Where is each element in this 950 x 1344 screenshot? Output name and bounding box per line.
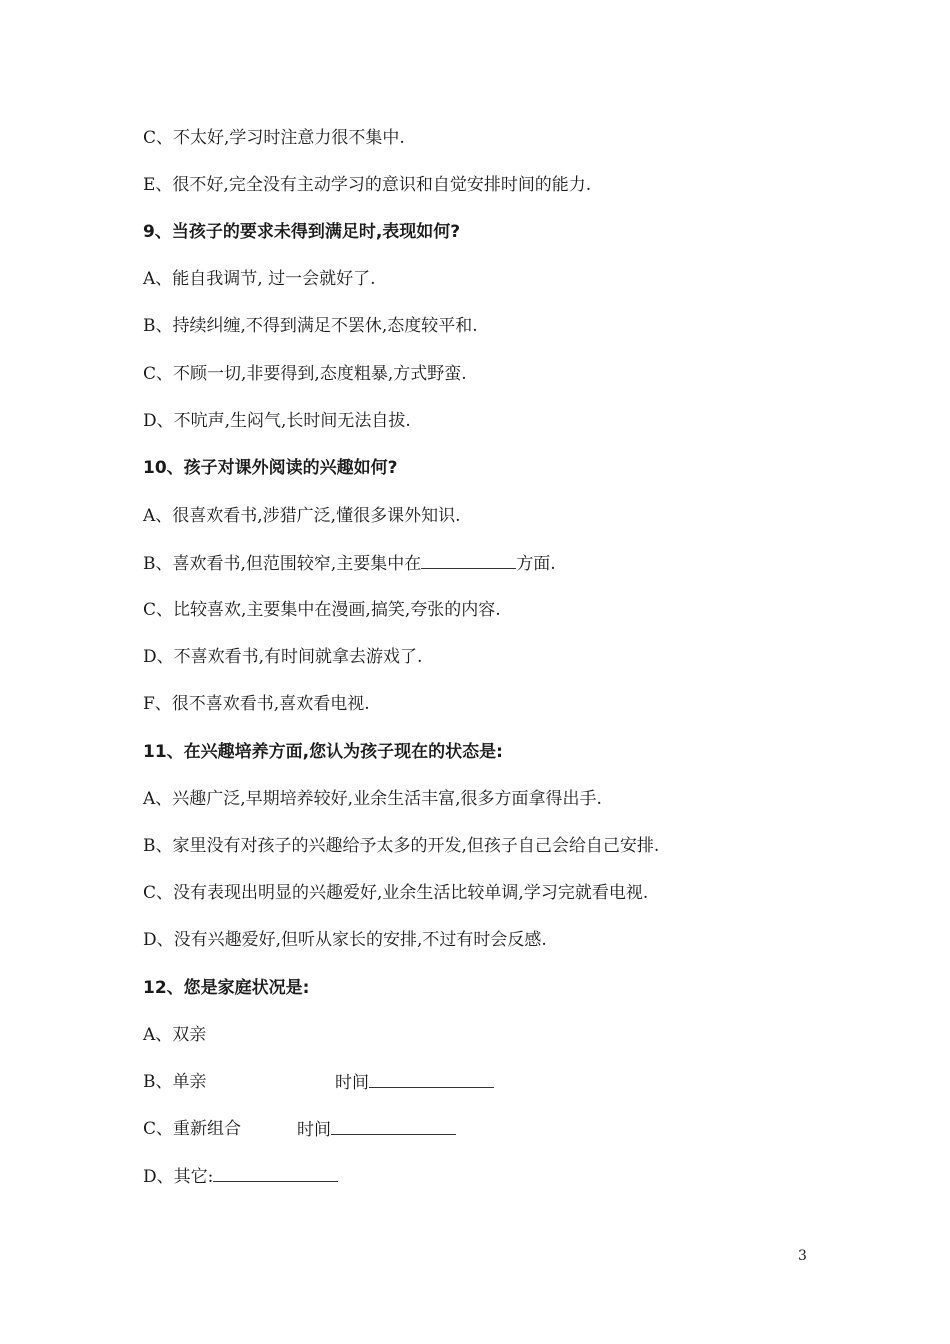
- reading-topic-blank[interactable]: [421, 552, 516, 569]
- question-11-option-b: B、家里没有对孩子的兴趣给予太多的开发,但孩子自己会给自己安排.: [143, 836, 660, 856]
- question-12-option-c-label: C、重新组合: [143, 1119, 242, 1139]
- question-12-option-b-time: [335, 1071, 494, 1094]
- question-12-option-b-label: B、单亲: [143, 1072, 207, 1092]
- time-label: 时间: [297, 1120, 331, 1140]
- single-parent-time-blank[interactable]: [369, 1071, 494, 1088]
- question-11: 11、在兴趣培养方面,您认为孩子现在的状态是:: [143, 742, 503, 762]
- remarried-time-blank[interactable]: [331, 1118, 456, 1135]
- question-12-option-a: A、双亲: [143, 1025, 207, 1045]
- question-11-option-a: A、兴趣广泛,早期培养较好,业余生活丰富,很多方面拿得出手.: [143, 789, 602, 809]
- question-11-option-d: D、没有兴趣爱好,但听从家长的安排,不过有时会反感.: [143, 930, 547, 950]
- question-9-option-a: A、能自我调节, 过一会就好了.: [143, 269, 376, 289]
- question-9: 9、当孩子的要求未得到满足时,表现如何?: [143, 222, 461, 242]
- other-status-blank[interactable]: [213, 1165, 338, 1182]
- question-10-option-f: F、很不喜欢看书,喜欢看电视.: [143, 694, 370, 714]
- question-12-option-d: [143, 1165, 338, 1188]
- question-9-option-d: D、不吭声,生闷气,长时间无法自拔.: [143, 411, 411, 431]
- question-9-option-b: B、持续纠缠,不得到满足不罢休,态度较平和.: [143, 316, 478, 336]
- question-12-option-c-time: [297, 1118, 456, 1141]
- question-11-option-c: C、没有表现出明显的兴趣爱好,业余生活比较单调,学习完就看电视.: [143, 883, 649, 903]
- question-12: 12、您是家庭状况是:: [143, 978, 310, 998]
- option-e-line: E、很不好,完全没有主动学习的意识和自觉安排时间的能力.: [143, 175, 592, 195]
- question-10-option-b-text: B、喜欢看书,但范围较窄,主要集中在: [143, 554, 422, 574]
- question-10-option-a: A、很喜欢看书,涉猎广泛,懂很多课外知识.: [143, 506, 461, 526]
- question-9-option-c: C、不顾一切,非要得到,态度粗暴,方式野蛮.: [143, 364, 467, 384]
- option-c-line: C、不太好,学习时注意力很不集中.: [143, 128, 405, 148]
- question-12-option-d-label: D、其它:: [143, 1167, 214, 1187]
- question-10-option-b: [143, 552, 556, 575]
- question-10-option-c: C、比较喜欢,主要集中在漫画,搞笑,夸张的内容.: [143, 600, 501, 620]
- page-number: 3: [798, 1248, 807, 1264]
- question-10-option-d: D、不喜欢看书,有时间就拿去游戏了.: [143, 647, 423, 667]
- time-label: 时间: [335, 1073, 369, 1093]
- question-10: 10、孩子对课外阅读的兴趣如何?: [143, 458, 398, 478]
- question-10-option-b-suffix: 方面.: [516, 554, 556, 574]
